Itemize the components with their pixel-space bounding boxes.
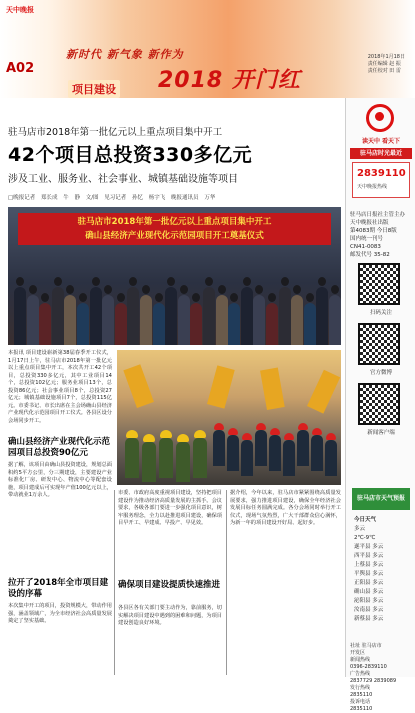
ceremony-photo <box>8 207 341 345</box>
person-head <box>41 293 49 302</box>
soldier <box>159 438 173 478</box>
article-kicker: 驻马店市2018年第一批亿元以上重点项目集中开工 <box>8 127 223 138</box>
worker <box>227 435 239 471</box>
excavator-arm <box>123 364 154 408</box>
weather-line: 多云 <box>354 526 366 532</box>
person <box>178 295 190 345</box>
qr-label: 新闻客户端 <box>367 430 395 436</box>
qr-code-icon[interactable] <box>358 263 400 305</box>
column-divider <box>226 490 227 675</box>
person-head <box>218 285 226 294</box>
weather-line: 遂平县 多云 <box>354 544 384 550</box>
sidebar-slogan: 读天中 看天下 <box>361 138 401 145</box>
worker <box>269 435 281 471</box>
qr-code-icon[interactable] <box>358 323 400 365</box>
contact-line: 2837729 2839089 <box>350 678 397 684</box>
body-col-1: 本报讯 项目建设崭新第38届春季开工仪式，1月17日上午，驻马店市2018年第一批亿元以上重点项目集中开工，本次共开工42个项目，总投资330多亿元，其中工业项目14个，总投资102亿元；服务业项目13个，总投资86亿元；社会事业项目8个，总投资27亿元；城镇基础设施项目7个，总投资115亿元。市委书记、市长出席在主会场确山县经济产业现代化示范园项目开工仪式。各县区设分会场同步开工。 <box>8 350 112 424</box>
body-col-2b: 各县区各有关部门要主动作为，靠前服务，切实解决项目建设中遇到的困难和问题，为项目建设创造良好环境。 <box>118 605 222 626</box>
person-head <box>281 277 289 286</box>
weather-line: 2℃-9℃ <box>354 535 376 541</box>
person-head <box>155 293 163 302</box>
contact-line: 发行热线 <box>350 685 371 691</box>
contact-line: 社址 驻马店市 <box>350 643 382 649</box>
person <box>90 287 102 345</box>
person <box>253 295 265 345</box>
weather-line: 平舆县 多云 <box>354 571 384 577</box>
person-head <box>255 285 263 294</box>
weather-line: 正阳县 多云 <box>354 580 384 586</box>
subheading-2: 拉开了2018年全市项目建设的序幕 <box>8 578 109 599</box>
slogan: 新时代 新气象 新作为 <box>66 48 184 61</box>
weather-line: 确山县 多云 <box>354 589 384 595</box>
person <box>39 303 51 345</box>
article-subhead: 涉及工业、服务业、社会事业、城镇基础设施等项目 <box>8 174 238 185</box>
person <box>165 287 177 345</box>
person <box>52 287 64 345</box>
person-head <box>16 277 24 286</box>
meta-proofreader: 责任校对 田 雷 <box>367 68 401 74</box>
contact-line: 0396-2839110 <box>350 664 387 670</box>
worker <box>297 430 309 466</box>
person-head <box>79 293 87 302</box>
contact-info <box>350 643 412 713</box>
person <box>102 295 114 345</box>
soldier <box>193 438 207 478</box>
person <box>190 303 202 345</box>
person-head <box>66 285 74 294</box>
qr-label: 官方微博 <box>369 370 392 376</box>
excavator-arm <box>260 367 285 410</box>
person <box>266 303 278 345</box>
qr-code-icon[interactable] <box>358 383 400 425</box>
meta-date: 2018年1月18日 <box>367 54 405 60</box>
person <box>216 295 228 345</box>
person-head <box>230 293 238 302</box>
person-head <box>243 277 251 286</box>
person <box>304 303 316 345</box>
banner-line-2: 确山县经济产业现代化示范园项目开工奠基仪式 <box>85 231 264 241</box>
weather-line: 上蔡县 多云 <box>354 562 384 568</box>
person-head <box>268 293 276 302</box>
contact-line: 2835110 <box>350 706 373 712</box>
subheading-1: 确山县经济产业现代化示范园项目总投资90亿元 <box>8 437 111 458</box>
column-divider <box>114 490 115 675</box>
section-label: 项目建设 <box>68 80 120 98</box>
person-head <box>104 285 112 294</box>
weather-list <box>354 516 412 624</box>
weather-line: 泌阳县 多云 <box>354 598 384 604</box>
person <box>203 287 215 345</box>
masthead <box>0 0 415 98</box>
info-line: 邮发代号 35-82 <box>350 252 390 258</box>
body-col-2: 市委、市政府高度重视项目建设，坚持把项目建设作为推动经济高质量发展的主抓手。会议要求，各级各部门要进一步强化项目意识，树牢服务理念，全力以赴推进项目建设，确保项目早开工、早建成、早投产、早见效。 <box>118 490 222 526</box>
hotline-ad <box>352 162 410 198</box>
hotline-number: 2839110 <box>357 168 406 179</box>
person <box>279 287 291 345</box>
person <box>291 295 303 345</box>
person-head <box>306 293 314 302</box>
weather-today: 今日天气 <box>354 517 377 523</box>
contact-line: 开发区 <box>350 650 366 656</box>
hotline-label: 天中晚报热线 <box>357 184 388 190</box>
person-head <box>54 277 62 286</box>
body-col-1b: 据了解，该项目由确山县投资建设，规划总面积约5平方公里，分三期建设，主要建设产业标准化厂房、研发中心、物流中心等配套设施，项目建成后可实现年产值100亿元以上，带动就业1万余人。 <box>8 462 112 498</box>
subheading-3: 确保项目建设提质快速推进 <box>118 580 221 590</box>
person <box>127 287 139 345</box>
person <box>115 303 127 345</box>
person-head <box>92 277 100 286</box>
person <box>228 303 240 345</box>
soldier <box>142 442 156 482</box>
worker <box>241 440 253 476</box>
worker <box>213 430 225 466</box>
person <box>140 295 152 345</box>
banner-line-1: 驻马店市2018年第一批亿元以上重点项目集中开工 <box>77 217 272 227</box>
contact-line: 新闻热线 <box>350 657 371 663</box>
info-line: 第4083期 今日8版 <box>350 228 397 234</box>
person-head <box>192 293 200 302</box>
publication-info <box>350 211 412 259</box>
person <box>14 287 26 345</box>
body-col-3: 据介绍，今年以来，驻马店市紧紧围绕高质量发展要求，强力推进项目建设，确保全年经济社会发展目标任务圆满完成。各分会场同时举行开工仪式，现场气氛热烈，广大干部群众信心满怀，为新一年的项目建设开好局、起好步。 <box>230 490 341 526</box>
excavator-arm <box>207 365 235 408</box>
meta-editor: 责任编辑 赵 振 <box>367 61 401 67</box>
worker <box>283 440 295 476</box>
person <box>64 295 76 345</box>
person-head <box>205 277 213 286</box>
soldier <box>125 438 139 478</box>
info-line: 国内统一刊号 <box>350 236 384 242</box>
person-head <box>318 277 326 286</box>
person <box>329 295 341 345</box>
brand-name: 天中晚报 <box>6 6 34 14</box>
big-title: 2018 开门红 <box>158 68 301 93</box>
person <box>153 303 165 345</box>
body-col-1c: 本次集中开工的项目，投资规模大，带动作用强，涵盖领域广，为全市经济社会高质量发展奠定了坚实基础。 <box>8 603 112 624</box>
qr-label: 扫码关注 <box>369 310 392 316</box>
person-head <box>117 293 125 302</box>
contact-line: 广告热线 <box>350 671 371 677</box>
weather-line: 汝南县 多云 <box>354 607 384 613</box>
person-head <box>293 285 301 294</box>
worker <box>255 430 267 466</box>
person-head <box>142 285 150 294</box>
excavator-arm <box>307 370 340 414</box>
masthead-meta <box>368 54 405 75</box>
info-line: 驻马店日报社主管主办 <box>350 212 406 218</box>
person <box>316 287 328 345</box>
article-headline: 42个项目总投资330多亿元 <box>8 144 253 166</box>
info-line: 天中晚报社出版 <box>350 220 389 226</box>
person-head <box>29 285 37 294</box>
sidebar-banner: 驻马店时光最近 <box>350 148 412 159</box>
person-head <box>331 285 339 294</box>
soldier <box>176 442 190 482</box>
person <box>77 303 89 345</box>
newspaper-logo <box>366 104 394 132</box>
sidebar <box>345 98 415 712</box>
weather-line: 新蔡县 多云 <box>354 616 384 622</box>
ceremony-banner <box>18 213 331 245</box>
worker <box>325 440 337 476</box>
person-head <box>180 285 188 294</box>
person-head <box>167 277 175 286</box>
site-photo <box>117 350 341 485</box>
person-head <box>129 277 137 286</box>
page-number: A02 <box>6 61 35 76</box>
contact-line: 投诉电话 <box>350 699 371 705</box>
weather-line: 西平县 多云 <box>354 553 384 559</box>
info-line: CN41-0083 <box>350 244 381 250</box>
person <box>241 287 253 345</box>
person <box>27 295 39 345</box>
weather-banner: 驻马店市天气预报 <box>352 488 410 510</box>
contact-line: 2835110 <box>350 692 373 698</box>
worker <box>311 435 323 471</box>
article-byline: □晚报记者 郑长成 牛 静 文/图 见习记者 孙忆 杨宇飞 晚报通讯员 万华 <box>8 195 216 201</box>
